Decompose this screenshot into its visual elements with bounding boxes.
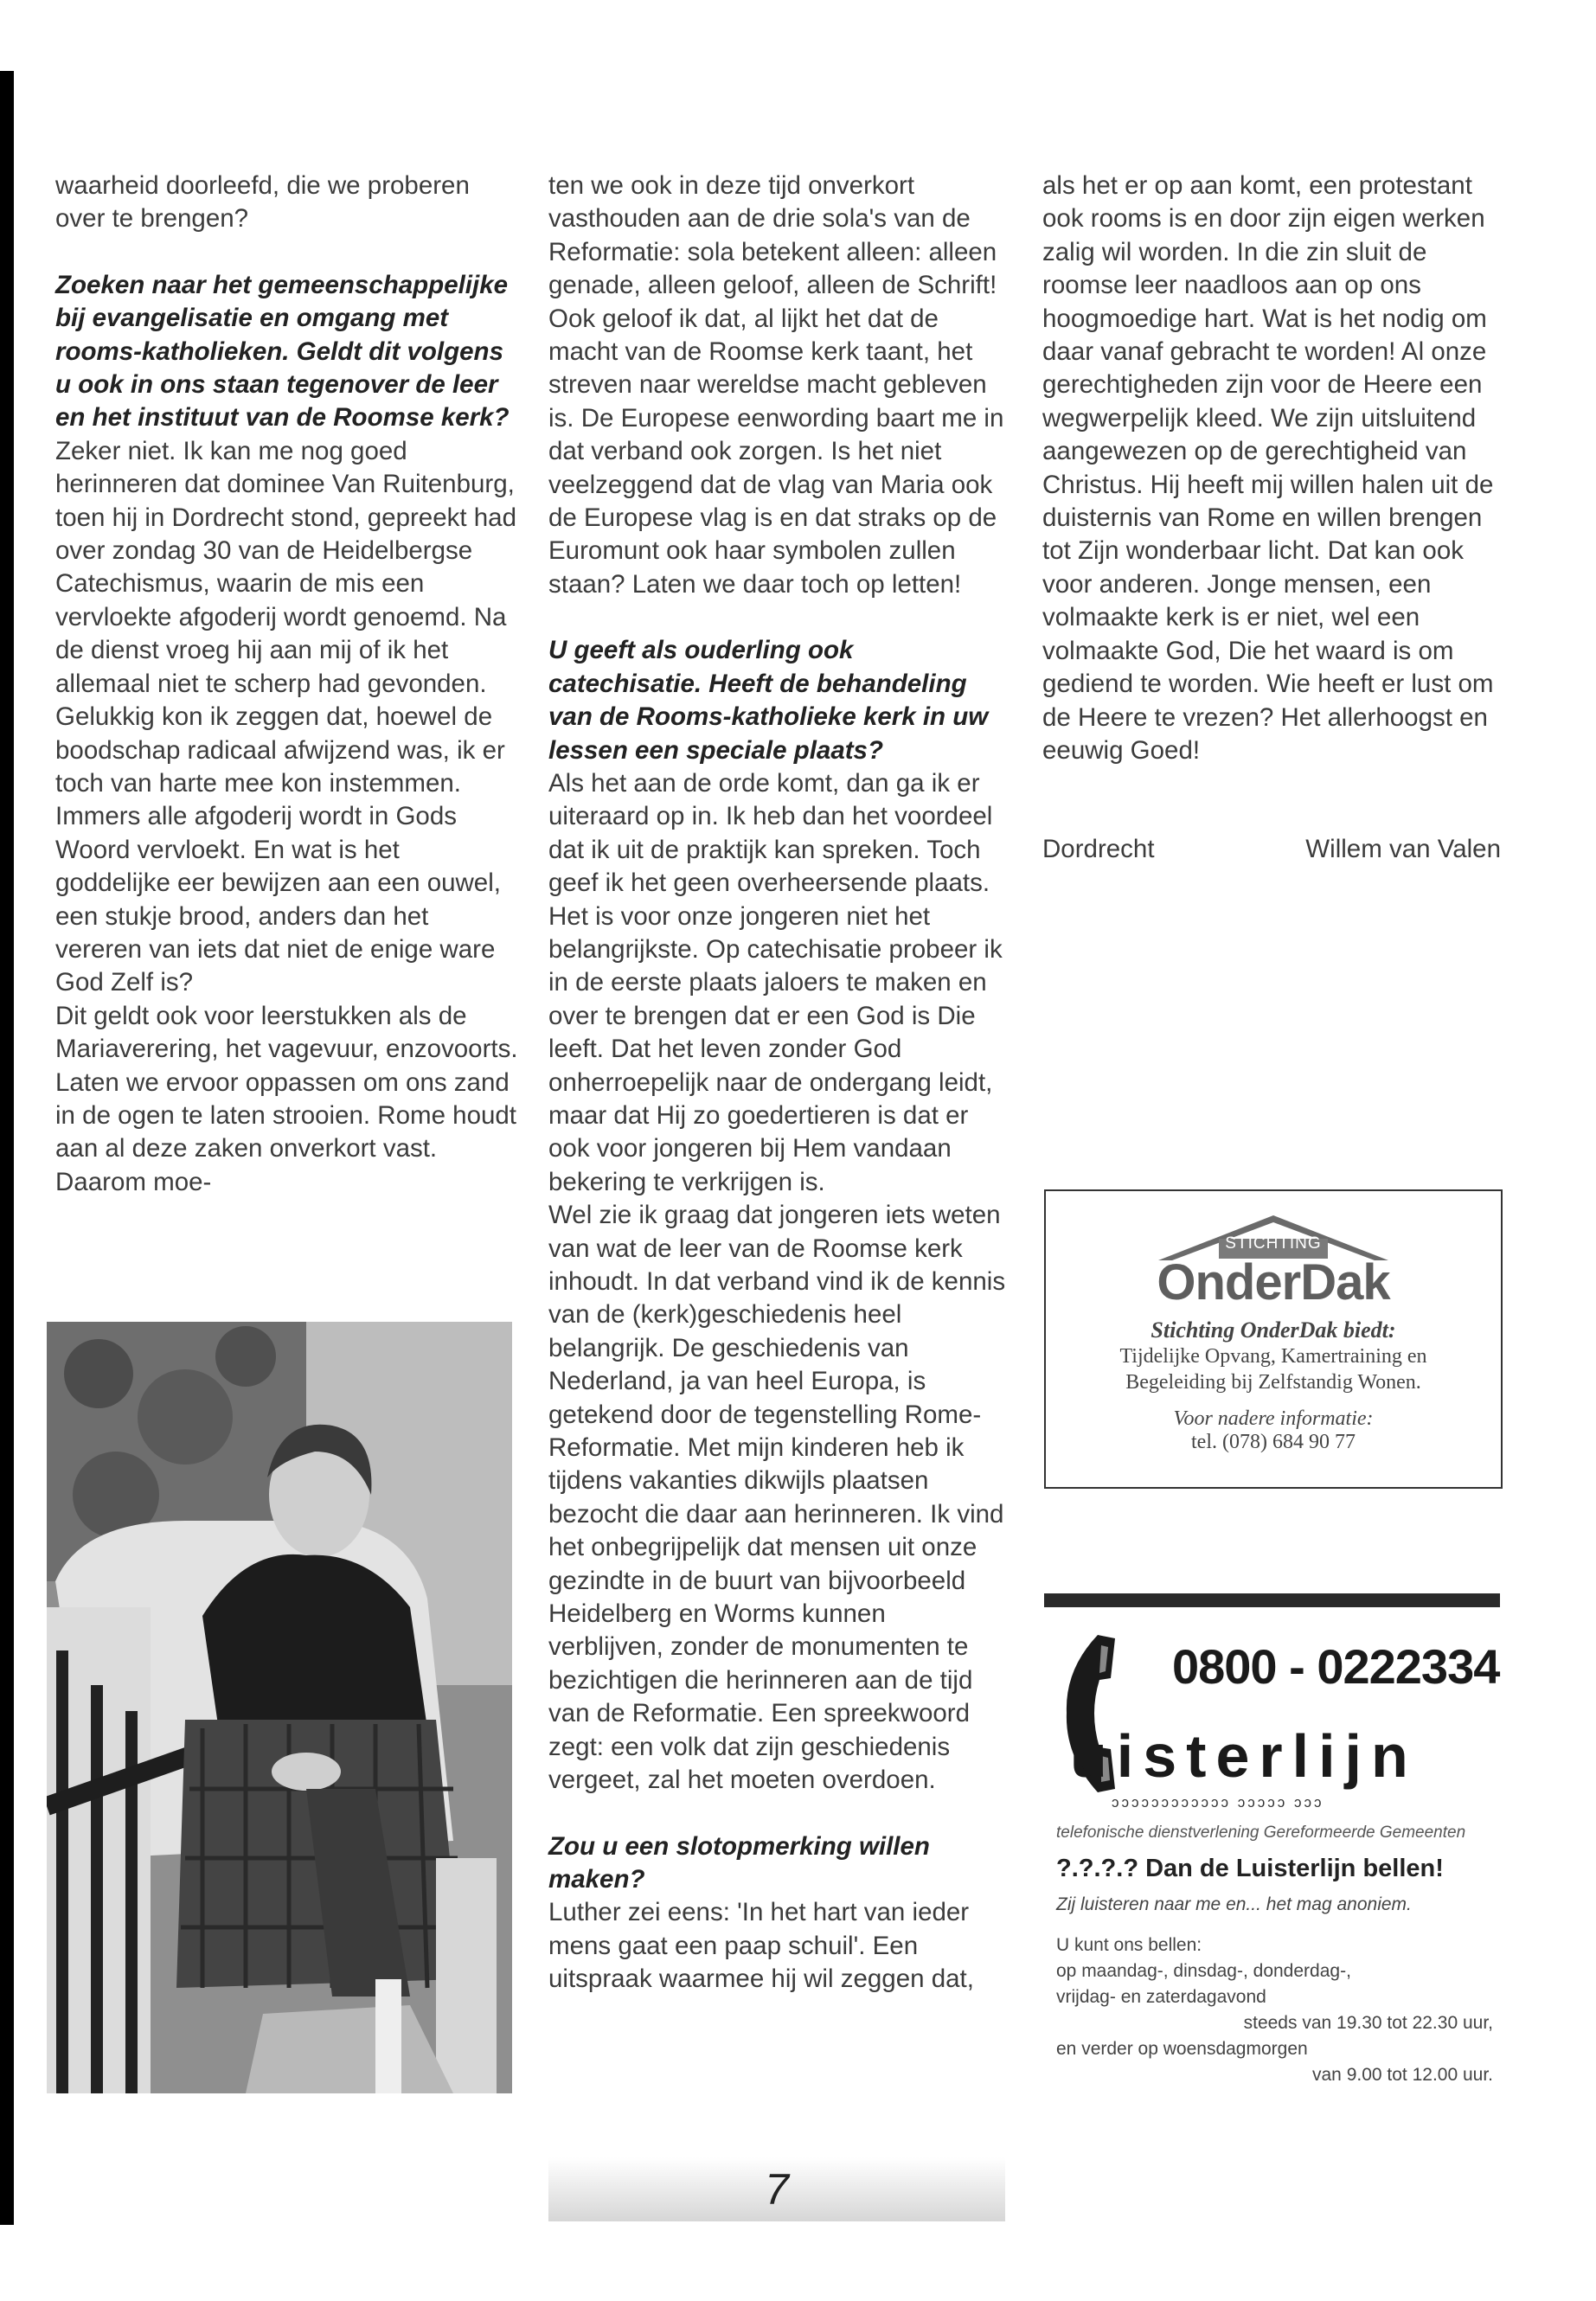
paragraph: als het er op aan komt, een protestant ook rooms is en door zijn eigen werken zalig wil worden. In die zin sluit de roomse leer naadloos aan op ons hoogmoedige hart. Wat is het nodig om daar vanaf gebracht te worden! Al onze gerechtigheden zijn voor de Heere een wegwerpelijk kleed. We zijn uitsluitend aangewezen op de gerechtigheid van Christus. Hij heeft mij willen halen uit de duisternis van Rome en willen brengen tot Zijn wonderbaar licht. Dat kan ook voor anderen. Jonge mensen, een volmaakte kerk is er niet, wel een volmaakte God, Die het waard is om gediend te worden. Wie heeft er lust om de Heere te vrezen? Het allerhoogst en eeuwig Goed! — [1042, 171, 1494, 765]
onderdak-service-line: Begeleiding bij Zelfstandig Wonen. — [1125, 1371, 1421, 1394]
interview-question: U geeft als ouderling ook catechisatie. Heeft de behandeling van de Rooms-katholieke kerk in uw lessen een speciale plaats? — [548, 636, 989, 765]
luisterlijn-phone-number: 0800 - 0222334 — [1172, 1639, 1500, 1694]
onderdak-title: Stichting OnderDak biedt: — [1151, 1317, 1396, 1343]
luisterlijn-headline: ?.?.?.? Dan de Luisterlijn bellen! — [1056, 1855, 1444, 1882]
luisterlijn-tagline: Zij luisteren naar me en... het mag anoniem. — [1056, 1894, 1412, 1914]
hours-line: U kunt ons bellen: — [1056, 1935, 1202, 1955]
luisterlijn-wordmark: uisterlijn — [1070, 1722, 1418, 1790]
paragraph: ten we ook in deze tijd onverkort vasthouden aan de drie sola's van de Reformatie: sola betekent alleen: alleen genade, alleen geloof, alleen de Schrift! — [548, 171, 997, 300]
onderdak-phone: tel. (078) 684 90 77 — [1191, 1431, 1356, 1453]
onderdak-logo — [1046, 1208, 1501, 1311]
article-column-1 — [55, 170, 519, 1199]
hours-line: vrijdag- en zaterdagavond — [1056, 1987, 1266, 2007]
left-margin-bar — [0, 71, 14, 2225]
signature-author: Willem van Valen — [1305, 835, 1501, 864]
paragraph: Als het aan de orde komt, dan ga ik er uiteraard op in. Ik heb dan het voordeel dat ik uit de praktijk kan spreken. Toch geef ik het geen overheersende plaats. Het is voor onze jongeren niet het belangrijkste. Op catechisatie probeer ik in de eerste plaats jaloers te maken en over te brengen dat er een God is Die leeft. Dat het leven zonder God onherroepelijk naar de ondergang leidt, maar dat Hij zo goedertieren is dat er ook voor jongeren bij Hem vandaan bekering te verkrijgen is. — [548, 768, 1003, 1196]
onderdak-logo-name: OnderDak — [1157, 1254, 1390, 1311]
hours-line: steeds van 19.30 tot 22.30 uur, — [1243, 2013, 1493, 2033]
luisterlijn-hours — [1056, 1932, 1493, 2088]
luisterlijn-subtitle: telefonische dienstverlening Gereformeerde Gemeenten — [1056, 1823, 1466, 1842]
paragraph: Dit geldt ook voor leerstukken als de Mariaverering, het vagevuur, enzovoorts. Laten we ervoor oppassen om ons zand in de ogen te laten strooien. Rome houdt aan al deze zaken onverkort vast. Daarom moe- — [55, 1001, 518, 1196]
hours-line: van 9.00 tot 12.00 uur. — [1312, 2065, 1493, 2085]
portrait-photo — [47, 1322, 512, 2093]
interview-question: Zou u een slotopmerking willen maken? — [548, 1831, 930, 1894]
hours-line: en verder op woensdagmorgen — [1056, 2039, 1308, 2059]
paragraph: Luther zei eens: 'In het hart van ieder mens gaat een paap schuil'. Een uitspraak waarmee hij wil zeggen dat, — [548, 1898, 974, 1994]
onderdak-advertisement — [1044, 1189, 1503, 1489]
hours-line: op maandag-, dinsdag-, donderdag-, — [1056, 1961, 1351, 1981]
paragraph: waarheid doorleefd, die we proberen over te brengen? — [55, 171, 470, 234]
article-column-3 — [1042, 170, 1509, 867]
signature-line — [1042, 833, 1501, 866]
onderdak-info-label: Voor nadere informatie: — [1173, 1407, 1374, 1430]
signature-place: Dordrecht — [1042, 835, 1155, 864]
page-number-bar — [548, 2157, 1005, 2221]
interview-question: Zoeken naar het gemeenschappelijke bij evangelisatie en omgang met rooms-katholieken. Geldt dit volgens u ook in ons staan tegenover de leer en het instituut van de Roomse kerk? — [55, 270, 510, 433]
paragraph: Wel zie ik graag dat jongeren iets weten van wat de leer van de Roomse kerk inhoudt. In dat verband vind ik de kennis van de (kerk)geschiedenis heel belangrijk. De geschiedenis van Nederland, ja van heel Europa, is getekend door de tegenstelling Rome-Reformatie. Met mijn kinderen heb ik tijdens vakanties dikwijls plaatsen bezocht die daar aan herinneren. Ik vind het onbegrijpelijk dat mensen uit onze gezindte in de buurt van bijvoorbeeld Heidelberg en Worms kunnen verblijven, zonder de monumenten te bezichtigen die herinneren aan de tijd van de Reformatie. Een spreekwoord zegt: een volk dat zijn geschiedenis vergeet, zal het moeten overdoen. — [548, 1201, 1006, 1795]
luisterlijn-top-bar — [1044, 1593, 1500, 1607]
luisterlijn-ornament: ɔɔɔɔɔɔɔɔɔɔɔɔ ɔɔɔɔɔ ɔɔɔ — [1112, 1794, 1324, 1811]
luisterlijn-advertisement — [1044, 1593, 1500, 2095]
page-number: 7 — [765, 2165, 789, 2214]
paragraph: Ook geloof ik dat, al lijkt het dat de macht van de Roomse kerk taant, het streven naar wereldse macht gebleven is. De Europese eenwording baart me in dat verband ook zorgen. Is het niet veelzeggend dat de vlag van Maria ook de Europese vlag is en dat straks op de Euromunt ook haar symbolen zullen staan? Laten we daar toch op letten! — [548, 304, 1004, 599]
onderdak-service-line: Tijdelijke Opvang, Kamertraining en — [1119, 1345, 1427, 1368]
paragraph: Zeker niet. Ik kan me nog goed herinneren dat dominee Van Ruitenburg, toen hij in Dordrecht stond, gepreekt had over zondag 30 van de Heidelbergse Catechismus, waarin de mis een vervloekte afgoderij wordt genoemd. Na de dienst vroeg hij aan mij of ik het allemaal niet te scherp had gevonden. Gelukkig kon ik zeggen dat, hoewel de boodschap radicaal afwijzend was, ik er toch van harte mee kon instemmen. Immers alle afgoderij wordt in Gods Woord vervloekt. En wat is het goddelijke eer bewijzen aan een ouwel, een stukje brood, anders dan het vereren van iets dat niet de enige ware God Zelf is? — [55, 436, 516, 997]
article-column-2 — [548, 170, 1007, 1997]
onderdak-logo-small: STICHTING — [1225, 1234, 1322, 1253]
